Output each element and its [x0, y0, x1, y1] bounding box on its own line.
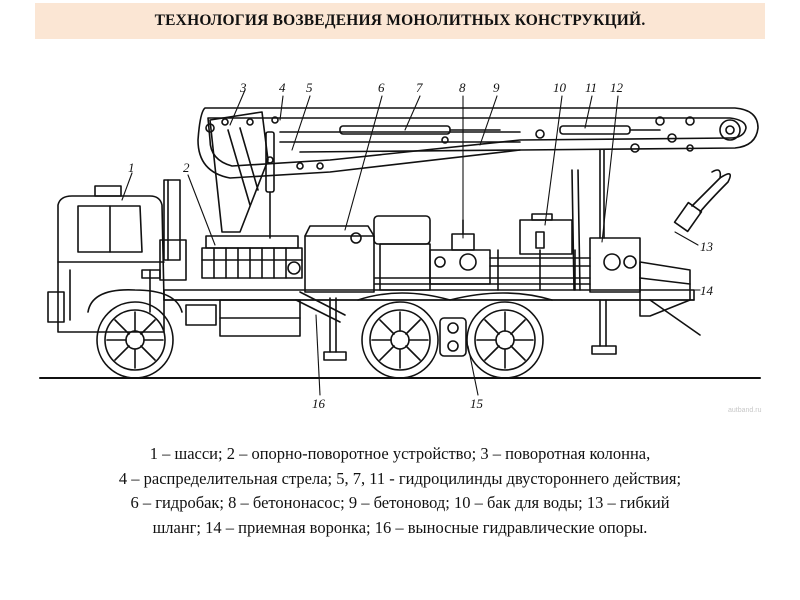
caption-line-4: шланг; 14 – приемная воронка; 16 – выносные гидравлические опоры. — [152, 517, 648, 537]
callout-5: 5 — [306, 80, 313, 95]
chassis-frame — [164, 290, 694, 336]
legend-caption — [20, 442, 780, 540]
hydraulic-tank — [305, 226, 374, 292]
callout-11: 11 — [585, 80, 598, 95]
rotary-column — [210, 112, 268, 232]
flexible-hose — [675, 170, 731, 231]
suspension-15 — [440, 318, 466, 356]
caption-line-1: 1 – шасси; 2 – опорно-поворотное устройство; 3 – поворотная колонна, — [149, 444, 651, 463]
caption-line-2: 4 – распределительная стрела; 5, 7, 11 - гидроцилинды двустороннего действия; — [118, 468, 682, 488]
callout-14: 14 — [700, 283, 713, 298]
outrigger-rear — [592, 300, 616, 354]
rear-wheel-1 — [362, 302, 438, 378]
slide-title: ТЕХНОЛОГИЯ ВОЗВЕДЕНИЯ МОНОЛИТНЫХ КОНСТРУКЦИЙ. — [35, 3, 765, 39]
concrete-pump-truck-diagram — [0, 40, 800, 430]
callout-1: 1 — [128, 160, 135, 175]
callout-8: 8 — [459, 80, 466, 95]
callout-16: 16 — [312, 396, 325, 411]
caption-line-3: 6 – гидробак; 8 – бетононасос; 9 – бетоновод; 10 – бак для воды; 13 – гибкий — [130, 493, 670, 512]
concrete-pipeline — [375, 250, 590, 290]
callout-4: 4 — [279, 80, 286, 95]
callout-2: 2 — [183, 160, 190, 175]
callout-13: 13 — [700, 239, 713, 254]
rear-wheel-arch — [358, 293, 552, 300]
callout-6: 6 — [378, 80, 385, 95]
callout-9: 9 — [493, 80, 500, 95]
leader-lines — [122, 90, 700, 395]
callout-10: 10 — [553, 80, 566, 95]
callout-7: 7 — [416, 80, 423, 95]
truck-drawing — [0, 40, 800, 430]
concrete-pump — [374, 216, 490, 290]
callout-3: 3 — [240, 80, 247, 95]
slewing-support-device — [202, 236, 302, 278]
callout-15: 15 — [470, 396, 483, 411]
front-wheel-arch — [88, 290, 182, 312]
distribution-boom — [198, 108, 758, 178]
callout-12: 12 — [610, 80, 623, 95]
rear-wheel-2 — [467, 302, 543, 378]
outrigger-front — [324, 298, 346, 360]
front-wheel — [97, 302, 173, 378]
truck-cab — [48, 180, 186, 332]
watermark: autband.ru — [728, 407, 762, 414]
hydraulic-cylinder-11 — [560, 126, 660, 134]
